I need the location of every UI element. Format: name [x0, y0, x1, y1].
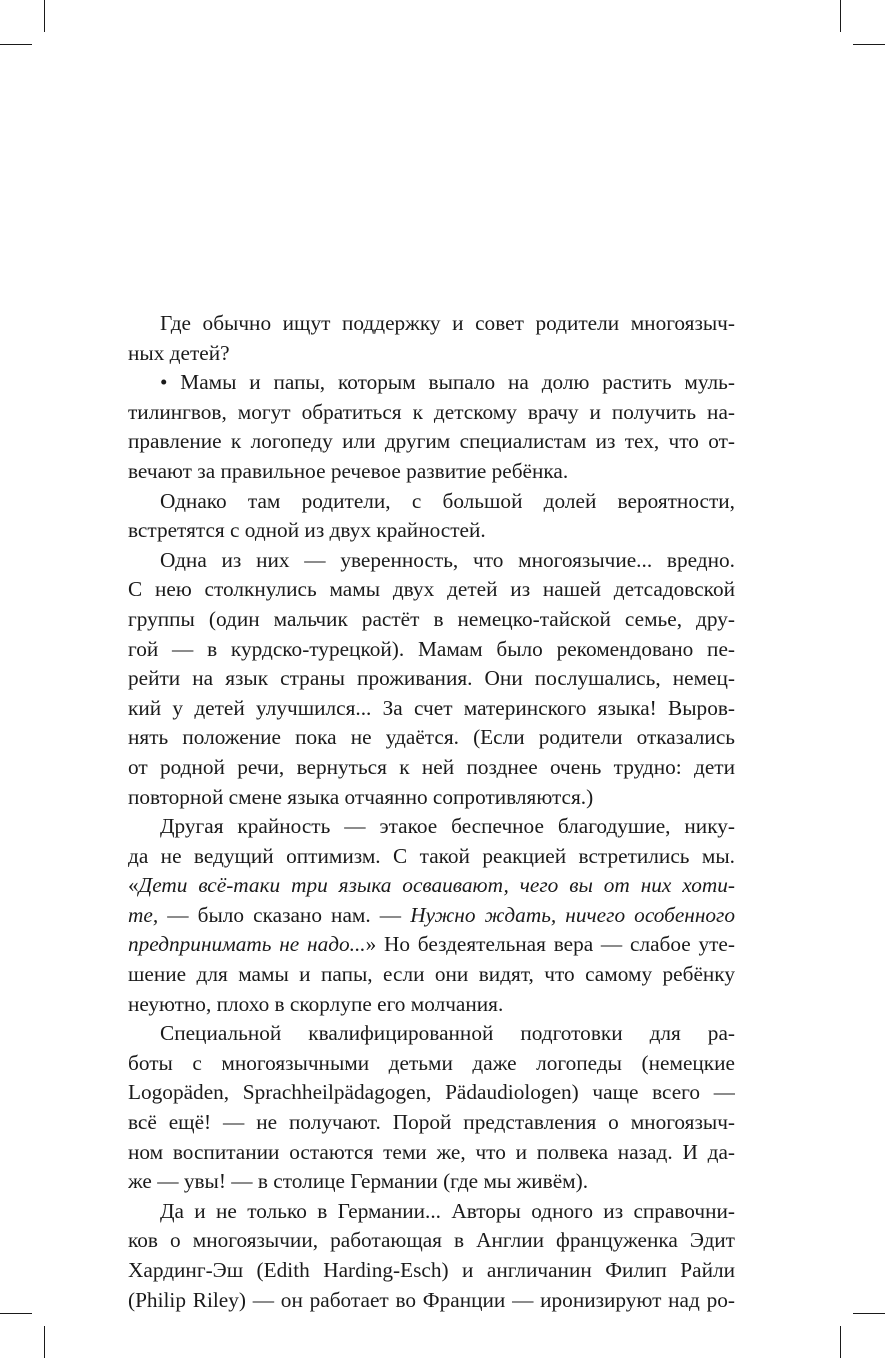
text-line: от родной речи, вернуться к ней позднее очень трудно: дети [128, 754, 735, 779]
text-line: правление к логопеду или другим специалистам из тех, что от- [128, 429, 735, 454]
paragraph-1 [128, 309, 735, 368]
text-line: всё ещё! — не получают. Порой представления о многоязыч- [128, 1110, 735, 1135]
body-text [128, 309, 735, 1315]
text-line: Хардинг-Эш (Edith Harding-Esch) и англичанин Филип Райли [128, 1258, 735, 1282]
crop-mark-bottom-right-v [840, 1326, 841, 1358]
text-line: боты с многоязычными детьми даже логопеды (немецкие [128, 1050, 735, 1075]
text-line: тилингвов, могут обратиться к детскому врачу и получить на- [128, 399, 735, 424]
text-run: « [128, 873, 139, 898]
text-line: да не ведущий оптимизм. С такой реакцией встретились мы. [128, 843, 735, 868]
paragraph-3 [128, 487, 735, 546]
quote-italic: те, [128, 902, 159, 927]
text-line: С нею столкнулись мамы двух детей из нашей детсадовской [128, 577, 735, 602]
text-line: (Philip Riley) — он работает во Франции — иронизируют над ро- [128, 1287, 735, 1312]
crop-mark-top-left-v [44, 0, 45, 32]
text-line: группы (один мальчик растёт в немецко-тайской семье, дру- [128, 606, 735, 631]
crop-mark-top-right-h [853, 44, 885, 45]
text-line: • Мамы и папы, которым выпало на долю растить муль- [160, 370, 735, 395]
text-line-mixed [128, 871, 735, 901]
text-line: Да и не только в Германии... Авторы одного из справочни- [160, 1198, 735, 1223]
paragraph-7 [128, 1197, 735, 1315]
text-line: ных детей? [128, 340, 230, 365]
text-line: рейти на язык страны проживания. Они послушались, немец- [128, 666, 735, 691]
text-line: встретятся с одной из двух крайностей. [128, 518, 486, 543]
text-line: Одна из них — уверенность, что многоязычие... вредно. [160, 547, 735, 572]
text-line: ном воспитании остаются теми же, что и полвека назад. И да- [128, 1139, 735, 1164]
text-line: гой — в курдско-турецкой). Мамам было рекомендовано пе- [128, 636, 735, 661]
text-run: — было сказано нам. — [158, 902, 411, 927]
quote-italic: Нужно ждать, ничего особенного [410, 902, 735, 927]
crop-mark-bottom-right-h [853, 1313, 885, 1314]
text-line: шение для мамы и папы, если они видят, что самому ребёнку [128, 962, 735, 987]
crop-mark-top-right-v [840, 0, 841, 32]
text-run: » Но бездеятельная вера — слабое уте- [365, 932, 735, 957]
crop-mark-bottom-left-h [0, 1313, 32, 1314]
text-line-mixed [128, 901, 735, 931]
text-line: вечают за правильное речевое развитие ребёнка. [128, 458, 569, 483]
quote-italic: предпринимать не надо... [128, 932, 366, 957]
text-line: ков о многоязычии, работающая в Англии француженка Эдит [128, 1228, 735, 1253]
paragraph-4 [128, 546, 735, 812]
text-line: Однако там родители, с большой долей вероятности, [160, 488, 735, 513]
text-line: Специальной квалифицированной подготовки для ра- [160, 1021, 735, 1046]
paragraph-2 [128, 368, 735, 486]
text-line: кий у детей улучшился... За счет материнского языка! Выров- [128, 695, 735, 720]
text-line: нять положение пока не удаётся. (Если родители отказались [128, 725, 735, 750]
paragraph-5 [128, 812, 735, 1019]
text-line: Logopäden, Sprachheilpädagogen, Pädaudiologen) чаще всего — [128, 1080, 735, 1105]
quote-italic: Дети всё-таки три языка осваивают, чего вы от них хоти- [138, 873, 735, 898]
text-line: Где обычно ищут поддержку и совет родители многоязыч- [160, 311, 735, 335]
text-line: же — увы! — в столице Германии (где мы живём). [128, 1169, 589, 1194]
text-line: повторной смене языка отчаянно сопротивляются.) [128, 784, 594, 809]
text-line-mixed [128, 930, 735, 960]
crop-mark-top-left-h [0, 44, 32, 45]
text-line: Другая крайность — этакое беспечное благодушие, нику- [160, 814, 735, 839]
crop-mark-bottom-left-v [44, 1326, 45, 1358]
text-line: неуютно, плохо в скорлупе его молчания. [128, 991, 504, 1016]
paragraph-6 [128, 1019, 735, 1197]
